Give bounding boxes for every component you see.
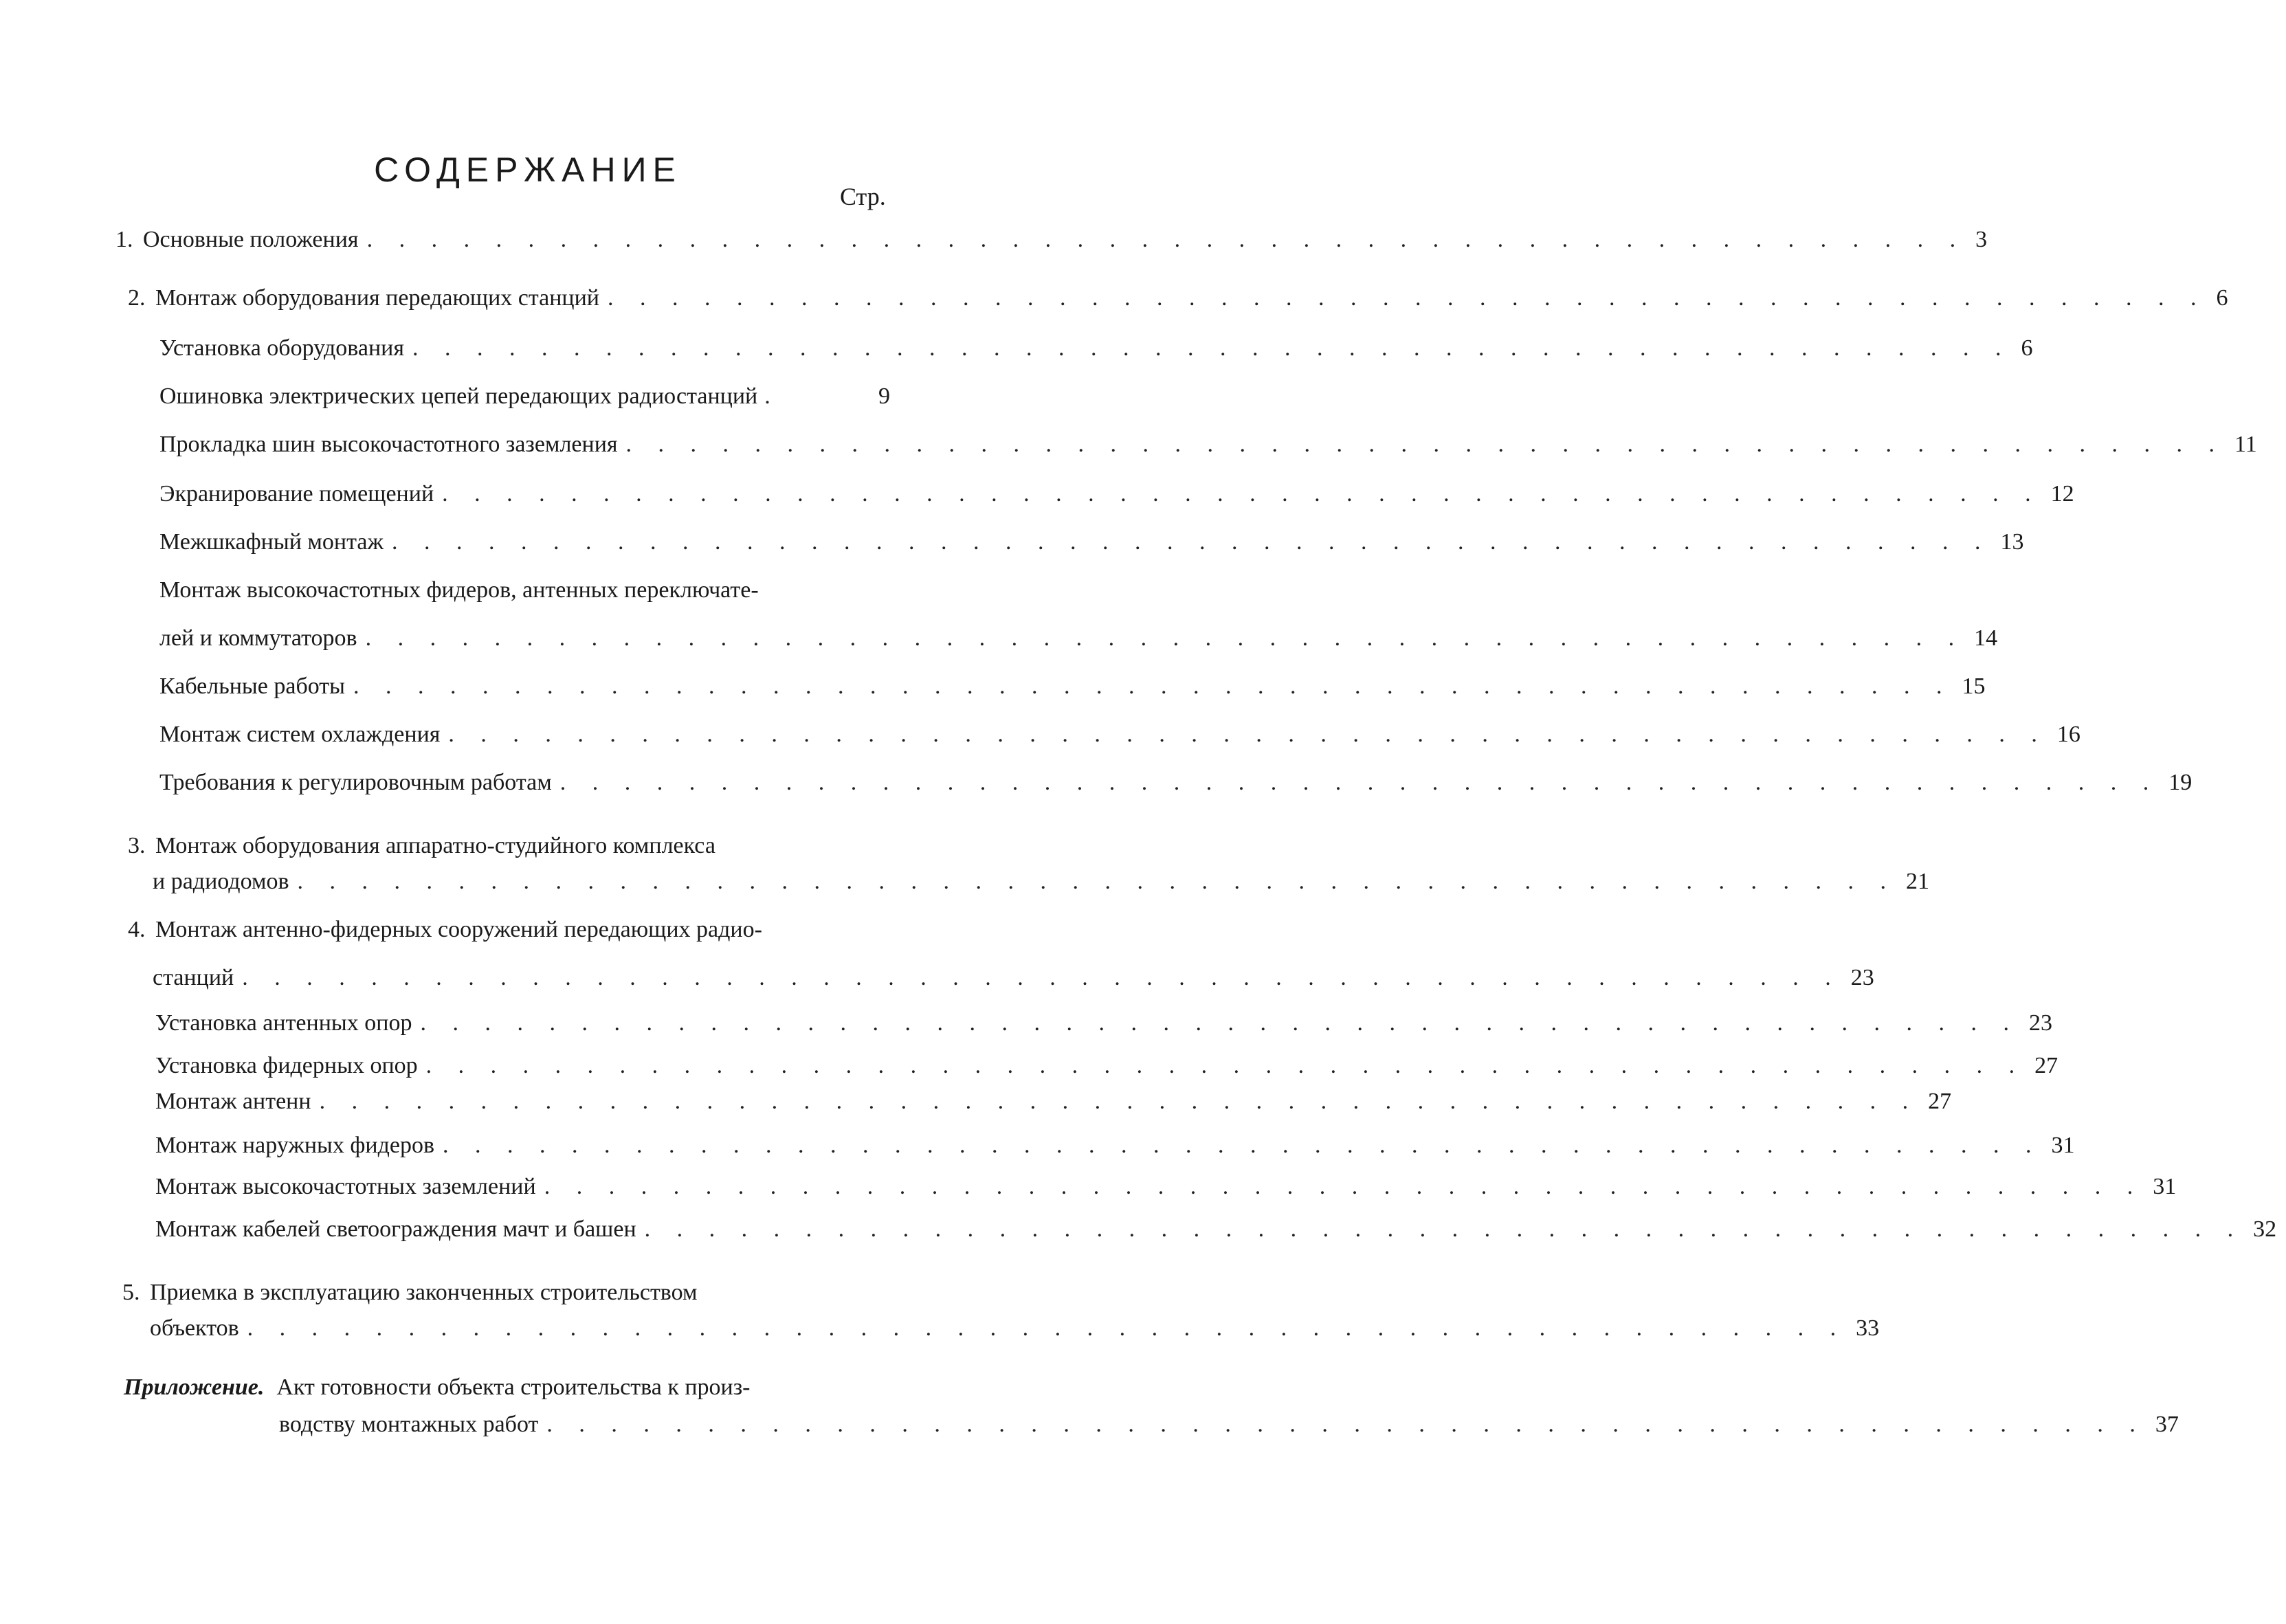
toc-page-number: 14 — [1974, 625, 1998, 651]
toc-entry-number: 2. — [128, 285, 146, 311]
toc-entry-4-3[interactable] — [155, 1089, 1952, 1119]
toc-entry-2[interactable] — [128, 285, 2228, 315]
dot-leader: . . . . . . . . . . . . . . . . . . . . . . . . . . . . . . . . . . . . . . . . . . . . . . . . . . — [608, 285, 2207, 311]
page-column-label: Стр. — [840, 183, 886, 210]
toc-entry-2-8[interactable] — [159, 722, 2080, 752]
dot-leader: . . . . . . . . . . . . . . . . . . . . . . . . . . . . . . . . . . . . . . . . . . . . . . . . . . — [443, 1133, 2042, 1158]
dot-leader: . . . . . . . . . . . . . . . . . . . . . . . . . . . . . . . . . . . . . . . . . . . . . . . . . . — [242, 965, 1841, 990]
toc-entry-title-line2: лей и коммутаторов — [159, 625, 357, 651]
toc-page-number: 12 — [2050, 481, 2074, 507]
toc-page-number: 31 — [2153, 1174, 2177, 1199]
toc-entry-title: Монтаж наружных фидеров — [155, 1133, 435, 1158]
toc-entry-title: Монтаж оборудования передающих станций — [155, 285, 599, 311]
toc-entry-title-line2: объектов — [150, 1315, 239, 1341]
toc-entry-4-4[interactable] — [155, 1133, 2075, 1163]
toc-entry-4[interactable] — [128, 917, 1874, 999]
toc-page-number: 33 — [1856, 1315, 1880, 1341]
dot-leader: . . . . . . . . . . . . . . . . . . . . . . . . . . . . . . . . . . . . . . . . . . . . . . . . . . — [247, 1315, 1847, 1341]
toc-entry-title-line1: Монтаж антенно-фидерных сооружений передающих радио- — [155, 917, 762, 942]
toc-page-number: 11 — [2234, 432, 2257, 457]
toc-page-number: 16 — [2056, 722, 2080, 747]
toc-entry-title-line1: Акт готовности объекта строительства к произ- — [276, 1375, 751, 1400]
toc-entry-4-5[interactable] — [155, 1174, 2177, 1204]
toc-entry-title-line1: Монтаж оборудования аппаратно-студийного комплекса — [155, 833, 715, 858]
toc-entry-title-line1: Монтаж высокочастотных фидеров, антенных переключате- — [159, 577, 759, 603]
appendix-label: Приложение. — [124, 1375, 265, 1400]
toc-entry-number: 5. — [122, 1280, 140, 1305]
toc-page-number: 9 — [878, 383, 890, 409]
dot-leader: . . . . . . . . . . . . . . . . . . . . . . . . . . . . . . . . . . . . . . . . . . . . . . . . . . — [625, 432, 2226, 457]
toc-entry-2-3[interactable] — [159, 432, 2257, 462]
toc-page-number: 13 — [2000, 529, 2024, 555]
toc-page-number: 27 — [2034, 1053, 2058, 1078]
toc-entry-2-4[interactable] — [159, 481, 2074, 511]
toc-page-number: 23 — [1850, 965, 1874, 990]
toc-entry-title: Монтаж кабелей светоограждения мачт и башен — [155, 1216, 636, 1242]
toc-entry-number: 4. — [128, 917, 146, 942]
toc-page-number: 23 — [2028, 1010, 2052, 1036]
toc-entry-title: Ошиновка электрических цепей передающих радиостанций — [159, 383, 758, 409]
toc-entry-title: Установка антенных опор — [155, 1010, 412, 1036]
toc-entry-title: Требования к регулировочным работам — [159, 770, 552, 795]
toc-page-number: 31 — [2051, 1133, 2075, 1158]
toc-entry-title: Межшкафный монтаж — [159, 529, 384, 555]
dot-leader: . . . . . . . . . . . . . . . . . . . . . . . . . . . . . . . . . . . . . . . . . . . . . . . . . . — [365, 625, 1965, 651]
toc-entry-appendix[interactable] — [124, 1375, 2179, 1450]
dot-leader: . . . . . . . . . . . . . . . . . . . . . . . . . . . . . . . . . . . . . . . . . . . . . . . . . . — [644, 1216, 2244, 1242]
toc-entry-2-9[interactable] — [159, 770, 2193, 800]
toc-entry-1[interactable] — [115, 227, 1988, 257]
dot-leader: . . . . . . . . . . . . . . . . . . . . . . . . . . . . . . . . . . . . . . . . . . . . . . . . . . — [420, 1010, 2019, 1036]
toc-page-number: 3 — [1975, 227, 1988, 252]
toc-entry-title: Установка фидерных опор — [155, 1053, 418, 1078]
toc-entry-title-line2: и радиодомов — [153, 869, 289, 894]
toc-entry-4-6[interactable] — [155, 1216, 2277, 1247]
toc-entry-2-5[interactable] — [159, 529, 2024, 559]
toc-entry-2-6[interactable] — [159, 577, 1998, 660]
dot-leader: . . . . . . . . . . . . . . . . . . . . . . . . . . . . . . . . . . . . . . . . . . . . . . . . . . — [544, 1174, 2144, 1199]
toc-entry-title: Основные положения — [143, 227, 359, 252]
toc-entry-title: Монтаж антенн — [155, 1089, 311, 1114]
toc-page-number: 27 — [1928, 1089, 1952, 1114]
dot-leader: . — [764, 383, 781, 409]
toc-entry-title: Монтаж систем охлаждения — [159, 722, 441, 747]
toc-page-number: 37 — [2155, 1412, 2179, 1437]
toc-page-number: 15 — [1962, 674, 1986, 699]
toc-entry-title-line1: Приемка в эксплуатацию законченных строительством — [150, 1280, 698, 1305]
dot-leader: . . . . . . . . . . . . . . . . . . . . . . . . . . . . . . . . . . . . . . . . . . . . . . . . . . — [425, 1053, 2026, 1078]
dot-leader: . . . . . . . . . . . . . . . . . . . . . . . . . . . . . . . . . . . . . . . . . . . . . . . . . . — [319, 1089, 1919, 1114]
toc-page-number: 32 — [2253, 1216, 2277, 1242]
toc-page-number: 21 — [1906, 869, 1930, 894]
dot-leader: . . . . . . . . . . . . . . . . . . . . . . . . . . . . . . . . . . . . . . . . . . . . . . . . . . — [366, 227, 1966, 252]
toc-entry-title-line2: водству монтажных работ — [279, 1412, 539, 1437]
dot-leader: . . . . . . . . . . . . . . . . . . . . . . . . . . . . . . . . . . . . . . . . . . . . . . . . . . — [442, 481, 2041, 507]
toc-entry-number: 1. — [115, 227, 133, 252]
toc-entry-4-1[interactable] — [155, 1010, 2052, 1041]
dot-leader: . . . . . . . . . . . . . . . . . . . . . . . . . . . . . . . . . . . . . . . . . . . . . . . . . . — [353, 674, 1953, 699]
toc-entry-3[interactable] — [128, 833, 1930, 909]
toc-entry-title: Установка оборудования — [159, 335, 405, 361]
dot-leader: . . . . . . . . . . . . . . . . . . . . . . . . . . . . . . . . . . . . . . . . . . . . . . . . . . — [559, 770, 2160, 795]
dot-leader: . . . . . . . . . . . . . . . . . . . . . . . . . . . . . . . . . . . . . . . . . . . . . . . . . . — [297, 869, 1897, 894]
dot-leader: . . . . . . . . . . . . . . . . . . . . . . . . . . . . . . . . . . . . . . . . . . . . . . . . . . — [412, 335, 2012, 361]
toc-entry-5[interactable] — [122, 1280, 1880, 1355]
toc-entry-title: Кабельные работы — [159, 674, 346, 699]
toc-page-number: 6 — [2021, 335, 2033, 361]
page-title: СОДЕРЖАНИЕ — [374, 151, 682, 189]
toc-entry-title: Экранирование помещений — [159, 481, 434, 507]
toc-entry-title-line2: станций — [153, 965, 234, 990]
toc-entry-title: Прокладка шин высокочастотного заземления — [159, 432, 618, 457]
toc-entry-2-1[interactable] — [159, 335, 2033, 366]
dot-leader: . . . . . . . . . . . . . . . . . . . . . . . . . . . . . . . . . . . . . . . . . . . . . . . . . . — [448, 722, 2048, 747]
toc-entry-number: 3. — [128, 833, 146, 858]
dot-leader: . . . . . . . . . . . . . . . . . . . . . . . . . . . . . . . . . . . . . . . . . . . . . . . . . . — [546, 1412, 2146, 1437]
dot-leader: . . . . . . . . . . . . . . . . . . . . . . . . . . . . . . . . . . . . . . . . . . . . . . . . . . — [391, 529, 1991, 555]
toc-page-number: 19 — [2168, 770, 2193, 795]
toc-entry-title: Монтаж высокочастотных заземлений — [155, 1174, 536, 1199]
toc-entry-2-2[interactable] — [159, 383, 911, 414]
toc-page-number: 6 — [2216, 285, 2228, 311]
toc-entry-2-7[interactable] — [159, 674, 1986, 704]
toc-entry-4-2[interactable] — [155, 1053, 2058, 1083]
